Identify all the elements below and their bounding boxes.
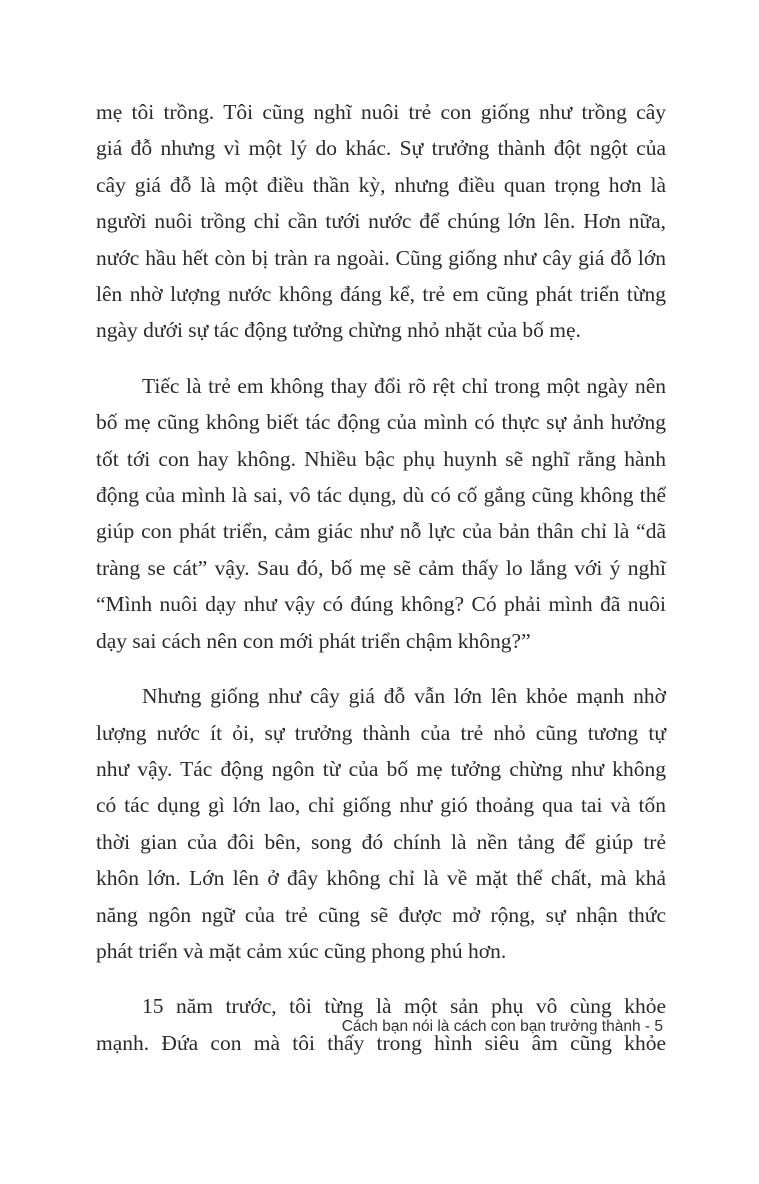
text-line: người nuôi trồng chỉ cần tưới nước để chúng lớn lên. Hơn nữa,	[96, 209, 666, 234]
text-line: thời gian của đôi bên, song đó chính là nền tảng để giúp trẻ	[96, 829, 666, 854]
text-line: lượng nước ít ỏi, sự trưởng thành của trẻ nhỏ cũng tương tự	[96, 720, 666, 745]
text-line: Tiếc là trẻ em không thay đổi rõ rệt chỉ trong một ngày nên	[142, 373, 666, 398]
text-line: cây giá đỗ là một điều thần kỳ, nhưng điều quan trọng hơn là	[96, 172, 666, 197]
text-line: phát triển và mặt cảm xúc cũng phong phú hơn.	[96, 938, 507, 963]
text-line: 15 năm trước, tôi từng là một sản phụ vô cùng khỏe	[142, 994, 666, 1019]
text-line: lên nhờ lượng nước không đáng kể, trẻ em cũng phát triển từng	[96, 282, 666, 307]
paragraph	[96, 94, 666, 349]
body-text	[96, 94, 666, 1061]
paragraph	[96, 678, 666, 969]
text-line: dạy sai cách nên con mới phát triển chậm không?”	[96, 628, 531, 653]
text-line: tốt tới con hay không. Nhiều bậc phụ huynh sẽ nghĩ rằng hành	[96, 446, 666, 471]
text-line: năng ngôn ngữ của trẻ cũng sẽ được mở rộng, sự nhận thức	[96, 902, 666, 927]
text-line: ngày dưới sự tác động tưởng chừng nhỏ nhặt của bố mẹ.	[96, 318, 581, 343]
text-line: Nhưng giống như cây giá đỗ vẫn lớn lên khỏe mạnh nhờ	[142, 684, 666, 709]
text-line: động của mình là sai, vô tác dụng, dù có cố gắng cũng không thể	[96, 483, 666, 508]
paragraph	[96, 368, 666, 659]
paragraph-spacer	[96, 349, 666, 368]
text-line: tràng se cát” vậy. Sau đó, bố mẹ sẽ cảm thấy lo lắng với ý nghĩ	[96, 555, 666, 580]
text-line: bố mẹ cũng không biết tác động của mình có thực sự ảnh hưởng	[96, 410, 666, 435]
text-line: mẹ tôi trồng. Tôi cũng nghĩ nuôi trẻ con giống như trồng cây	[96, 100, 666, 124]
text-line: như vậy. Tác động ngôn từ của bố mẹ tưởng chừng như không	[96, 756, 666, 781]
running-footer: Cách bạn nói là cách con bạn trưởng thành - 5	[341, 1018, 663, 1035]
text-line: nước hầu hết còn bị tràn ra ngoài. Cũng giống như cây giá đỗ lớn	[96, 245, 666, 270]
text-line: mạnh. Đứa con mà tôi thấy trong hình siêu âm cũng khỏe	[96, 1030, 666, 1055]
paragraph-spacer	[96, 969, 666, 988]
text-line: khôn lớn. Lớn lên ở đây không chỉ là về mặt thể chất, mà khả	[96, 866, 666, 891]
text-line: giá đỗ nhưng vì một lý do khác. Sự trưởng thành đột ngột của	[96, 136, 666, 161]
paragraph-spacer	[96, 659, 666, 678]
text-line: giúp con phát triển, cảm giác như nỗ lực của bản thân chỉ là “dã	[96, 519, 666, 544]
text-line: có tác dụng gì lớn lao, chỉ giống như gió thoảng qua tai và tốn	[96, 793, 666, 818]
text-line: “Mình nuôi dạy như vậy có đúng không? Có phải mình đã nuôi	[96, 592, 666, 617]
